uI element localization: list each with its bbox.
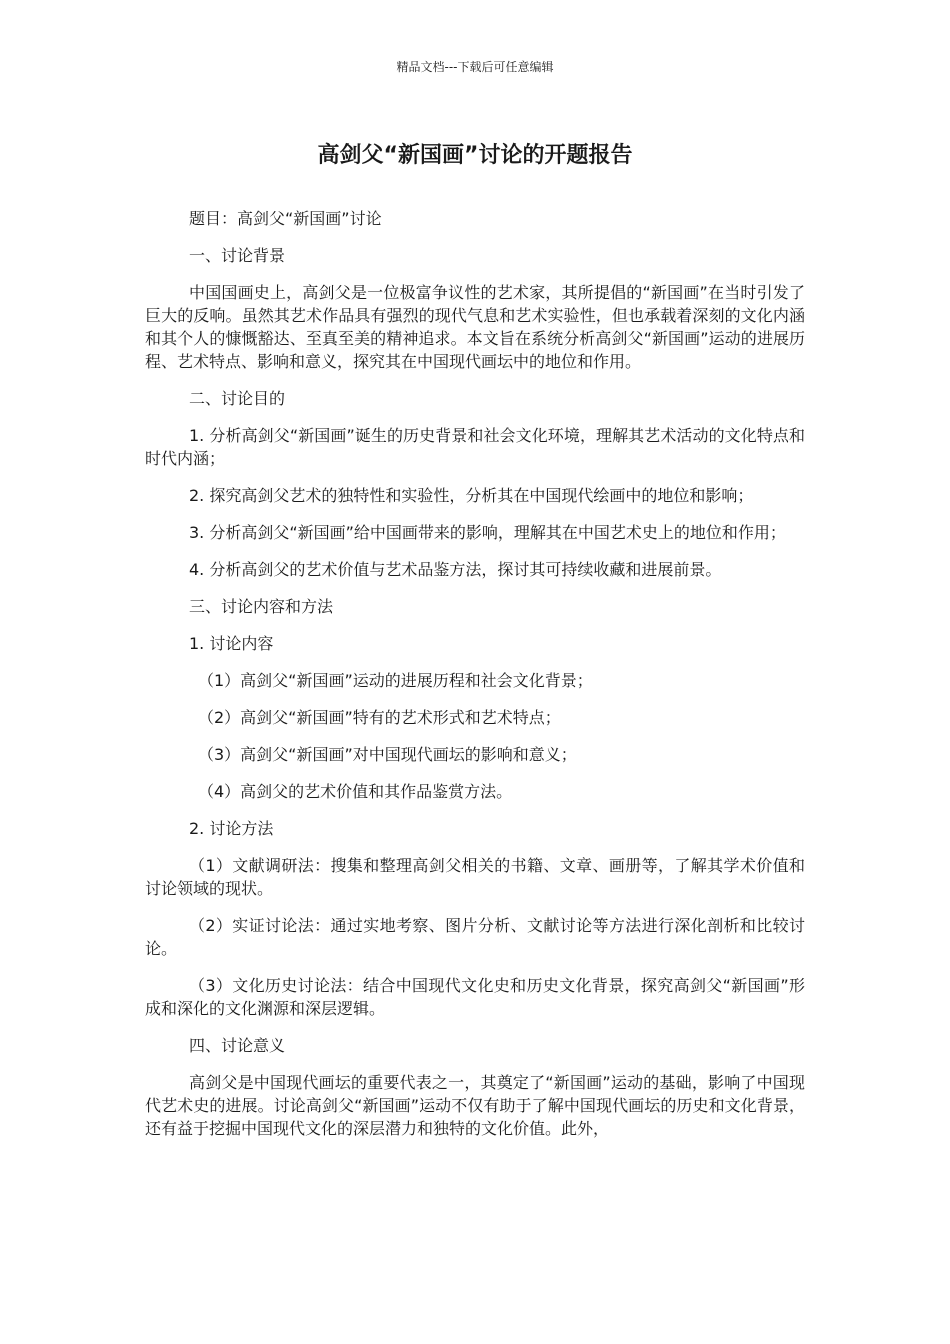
significance-paragraph: 高剑父是中国现代画坛的重要代表之一，其奠定了“新国画”运动的基础，影响了中国现代艺术史的进展。讨论高剑父“新国画”运动不仅有助于了解中国现代画坛的历史和文化背景，还有益于挖掘中国现代文化的深层潜力和独特的文化价值。此外， — [145, 1073, 805, 1138]
subheading-content: 1. 讨论内容 — [189, 634, 274, 653]
section-heading-purpose: 二、讨论目的 — [189, 389, 286, 408]
purpose-item-2: 2. 探究高剑父艺术的独特性和实验性，分析其在中国现代绘画中的地位和影响； — [189, 486, 754, 505]
purpose-item-4: 4. 分析高剑父的艺术价值与艺术品鉴方法，探讨其可持续收藏和进展前景。 — [189, 560, 722, 579]
method-item-1: （1）文献调研法：搜集和整理高剑父相关的书籍、文章、画册等，了解其学术价值和讨论领域的现状。 — [145, 856, 805, 898]
subheading-method: 2. 讨论方法 — [189, 819, 274, 838]
section-heading-background: 一、讨论背景 — [189, 246, 286, 265]
purpose-item-1: 1. 分析高剑父“新国画”诞生的历史背景和社会文化环境，理解其艺术活动的文化特点和时代内涵； — [145, 426, 805, 468]
section-heading-content-method: 三、讨论内容和方法 — [189, 597, 334, 616]
content-item-4: （4）高剑父的艺术价值和其作品鉴赏方法。 — [198, 782, 513, 801]
content-item-1: （1）高剑父“新国画”运动的进展历程和社会文化背景； — [198, 671, 593, 690]
purpose-item-3: 3. 分析高剑父“新国画”给中国画带来的影响，理解其在中国艺术史上的地位和作用； — [189, 523, 786, 542]
content-item-3: （3）高剑父“新国画”对中国现代画坛的影响和意义； — [198, 745, 577, 764]
document-body — [145, 207, 805, 1154]
method-item-2: （2）实证讨论法：通过实地考察、图片分析、文献讨论等方法进行深化剖析和比较讨论。 — [145, 916, 805, 958]
method-item-3: （3）文化历史讨论法：结合中国现代文化史和历史文化背景，探究高剑父“新国画”形成和深化的文化渊源和深层逻辑。 — [145, 976, 805, 1018]
content-item-2: （2）高剑父“新国画”特有的艺术形式和艺术特点； — [198, 708, 561, 727]
background-paragraph: 中国国画史上，高剑父是一位极富争议性的艺术家，其所提倡的“新国画”在当时引发了巨大的反响。虽然其艺术作品具有强烈的现代气息和艺术实验性，但也承载着深刻的文化内涵和其个人的慷慨豁达、至真至美的精神追求。本文旨在系统分析高剑父“新国画”运动的进展历程、艺术特点、影响和意义，探究其在中国现代画坛中的地位和作用。 — [145, 283, 805, 371]
header-note: 精品文档---下载后可任意编辑 — [396, 60, 554, 74]
document-title: 高剑父“新国画”讨论的开题报告 — [317, 143, 633, 168]
topic-line: 题目：高剑父“新国画”讨论 — [189, 209, 382, 228]
section-heading-significance: 四、讨论意义 — [189, 1036, 286, 1055]
